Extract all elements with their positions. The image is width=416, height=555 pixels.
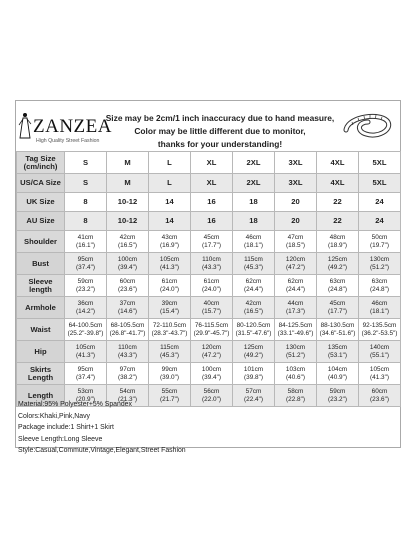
cm-value: 130cm [285, 343, 306, 351]
size-cell: S [65, 152, 107, 174]
table-row [17, 193, 401, 212]
cm-value: 45cm [329, 299, 346, 307]
size-cell [191, 275, 233, 297]
size-cell: 16 [191, 193, 233, 212]
size-cell [317, 319, 359, 341]
size-cell [191, 341, 233, 363]
cm-value: 68-105.5cm [110, 321, 145, 329]
table-row [17, 212, 401, 231]
size-cell: 4XL [317, 174, 359, 193]
cm-value: 140cm [369, 343, 390, 351]
inch-value: (55.1") [370, 351, 389, 359]
size-cell: 18 [233, 193, 275, 212]
cm-value: 125cm [327, 255, 348, 263]
inch-value: (37.4") [76, 373, 95, 381]
size-cell [149, 297, 191, 319]
cm-value: 46cm [371, 299, 388, 307]
cm-value: 104cm [327, 365, 348, 373]
inch-value: (16.5") [244, 307, 263, 315]
cm-value: 125cm [243, 343, 264, 351]
inch-value: (36.2"-53.5") [361, 329, 398, 337]
size-cell [233, 319, 275, 341]
cm-value: 42cm [119, 233, 136, 241]
size-cell: 24 [359, 212, 401, 231]
size-cell [149, 231, 191, 253]
cm-value: 135cm [327, 343, 348, 351]
size-cell [275, 363, 317, 385]
row-label: US/CA Size [17, 174, 65, 193]
size-cell: 5XL [359, 152, 401, 174]
brand-tagline: High Quality Street Fashion [36, 138, 100, 144]
inch-value: (14.2") [76, 307, 95, 315]
size-cell [149, 363, 191, 385]
inch-value: (16.1") [76, 241, 95, 249]
cm-value: 120cm [201, 343, 222, 351]
inch-value: (22.4") [244, 395, 263, 403]
table-row [17, 363, 401, 385]
size-cell: M [107, 152, 149, 174]
size-table [16, 151, 401, 407]
inch-value: (16.5") [118, 241, 137, 249]
inch-value: (29.9"-45.7") [193, 329, 230, 337]
inch-value: (45.3") [160, 351, 179, 359]
size-cell [233, 363, 275, 385]
size-cell: 24 [359, 193, 401, 212]
cm-value: 43cm [161, 233, 178, 241]
cm-value: 59cm [329, 387, 346, 395]
size-cell [65, 319, 107, 341]
cm-value: 36cm [77, 299, 94, 307]
size-cell [149, 341, 191, 363]
info-package: Package include:1 Shirt+1 Skirt [18, 424, 114, 432]
inch-value: (51.2") [370, 263, 389, 271]
inch-value: (49.2") [244, 351, 263, 359]
size-cell [233, 341, 275, 363]
cm-value: 62cm [245, 277, 262, 285]
cm-value: 62cm [287, 277, 304, 285]
inch-value: (18.1") [370, 307, 389, 315]
inch-value: (43.3") [118, 351, 137, 359]
cm-value: 103cm [285, 365, 306, 373]
inch-value: (24.8") [370, 285, 389, 293]
measuring-tape-icon [342, 108, 394, 148]
inch-value: (19.7") [370, 241, 389, 249]
size-cell: 22 [317, 212, 359, 231]
brand-logo [18, 112, 112, 148]
inch-value: (17.3") [286, 307, 305, 315]
size-cell [275, 275, 317, 297]
size-cell: 8 [65, 212, 107, 231]
cm-value: 59cm [77, 277, 94, 285]
cm-value: 50cm [371, 233, 388, 241]
measurement-notice [100, 112, 340, 151]
cm-value: 57cm [245, 387, 262, 395]
size-cell [65, 341, 107, 363]
size-cell: 4XL [317, 152, 359, 174]
brand-name: ZANZEA [33, 116, 112, 137]
size-cell [233, 297, 275, 319]
row-label: Armhole [17, 297, 65, 319]
inch-value: (18.5") [286, 241, 305, 249]
row-label: Sleeve length [17, 275, 65, 297]
inch-value: (40.6") [286, 373, 305, 381]
cm-value: 110cm [118, 343, 137, 351]
table-row [17, 297, 401, 319]
inch-value: (22.8") [286, 395, 305, 403]
inch-value: (39.0") [160, 373, 179, 381]
table-row [17, 319, 401, 341]
size-cell [359, 319, 401, 341]
inch-value: (47.2") [286, 263, 305, 271]
cm-value: 63cm [329, 277, 346, 285]
inch-value: (38.2") [118, 373, 137, 381]
cm-value: 105cm [159, 255, 180, 263]
size-cell: XL [191, 152, 233, 174]
inch-value: (21.3") [118, 395, 137, 403]
table-row [17, 174, 401, 193]
inch-value: (24.4") [286, 285, 305, 293]
size-cell [191, 253, 233, 275]
size-cell: 3XL [275, 174, 317, 193]
cm-value: 115cm [244, 255, 263, 263]
size-cell [359, 363, 401, 385]
inch-value: (31.5"-47.6") [235, 329, 272, 337]
product-info [16, 399, 400, 455]
cm-value: 48cm [329, 233, 346, 241]
cm-value: 46cm [245, 233, 262, 241]
size-cell [317, 253, 359, 275]
row-label: Shoulder [17, 231, 65, 253]
size-cell [275, 253, 317, 275]
inch-value: (37.4") [76, 263, 95, 271]
row-label: UK Size [17, 193, 65, 212]
info-sleeve: Sleeve Length:Long Sleeve [18, 435, 103, 443]
inch-value: (25.2"-39.8") [67, 329, 104, 337]
inch-value: (51.2") [286, 351, 305, 359]
size-cell: 22 [317, 193, 359, 212]
size-cell [275, 297, 317, 319]
cm-value: 58cm [287, 387, 304, 395]
size-cell: 18 [233, 212, 275, 231]
inch-value: (18.9") [328, 241, 347, 249]
table-row [17, 341, 401, 363]
cm-value: 37cm [119, 299, 136, 307]
cm-value: 60cm [371, 387, 388, 395]
size-cell: 16 [191, 212, 233, 231]
cm-value: 41cm [77, 233, 94, 241]
size-cell [149, 275, 191, 297]
inch-value: (49.2") [328, 263, 347, 271]
inch-value: (33.1"-49.6") [277, 329, 314, 337]
table-row [17, 152, 401, 174]
inch-value: (17.7") [328, 307, 347, 315]
cm-value: 95cm [77, 255, 94, 263]
cm-value: 92-135.5cm [362, 321, 397, 329]
size-cell: 10-12 [107, 193, 149, 212]
cm-value: 100cm [201, 365, 222, 373]
size-cell: M [107, 174, 149, 193]
size-cell [149, 319, 191, 341]
size-cell [191, 297, 233, 319]
cm-value: 110cm [202, 255, 221, 263]
cm-value: 105cm [369, 365, 390, 373]
size-cell: 20 [275, 212, 317, 231]
size-cell [65, 363, 107, 385]
cm-value: 55cm [161, 387, 178, 395]
size-cell [317, 231, 359, 253]
size-cell [65, 275, 107, 297]
row-label: AU Size [17, 212, 65, 231]
inch-value: (39.8") [244, 373, 263, 381]
cm-value: 97cm [119, 365, 136, 373]
cm-value: 53cm [77, 387, 94, 395]
size-cell [275, 341, 317, 363]
size-cell: 8 [65, 193, 107, 212]
cm-value: 54cm [119, 387, 136, 395]
inch-value: (26.8"-41.7") [109, 329, 146, 337]
size-cell [107, 275, 149, 297]
size-cell [275, 319, 317, 341]
size-cell [107, 363, 149, 385]
table-row [17, 253, 401, 275]
inch-value: (23.2") [328, 395, 347, 403]
row-label: Tag Size (cm/inch) [17, 152, 65, 174]
size-cell [233, 231, 275, 253]
size-cell [191, 231, 233, 253]
table-row [17, 275, 401, 297]
row-label: Waist [17, 319, 65, 341]
size-cell [317, 275, 359, 297]
cm-value: 100cm [117, 255, 138, 263]
inch-value: (18.1") [244, 241, 263, 249]
cm-value: 61cm [161, 277, 178, 285]
size-cell [233, 253, 275, 275]
size-cell [191, 363, 233, 385]
size-cell: S [65, 174, 107, 193]
cm-value: 40cm [203, 299, 220, 307]
inch-value: (21.7") [160, 395, 179, 403]
cm-value: 56cm [203, 387, 220, 395]
cm-value: 42cm [245, 299, 262, 307]
notice-line: thanks for your understanding! [157, 139, 283, 149]
inch-value: (47.2") [202, 351, 221, 359]
inch-value: (41.3") [370, 373, 389, 381]
cm-value: 72-110.5cm [152, 321, 187, 329]
cm-value: 45cm [203, 233, 220, 241]
cm-value: 101cm [243, 365, 264, 373]
inch-value: (39.4") [118, 263, 137, 271]
cm-value: 120cm [285, 255, 306, 263]
info-material: Material:95% Polyester+5% Spandex [18, 401, 132, 408]
size-cell: 5XL [359, 174, 401, 193]
inch-value: (16.9") [160, 241, 179, 249]
inch-value: (53.1") [328, 351, 347, 359]
row-label: Length [17, 385, 65, 407]
info-style: Style:Casual,Commute,Vintage,Elegant,Street Fashion [18, 447, 186, 455]
cm-value: 105cm [75, 343, 96, 351]
size-cell: 10-12 [107, 212, 149, 231]
cm-value: 61cm [203, 277, 220, 285]
inch-value: (24.0") [160, 285, 179, 293]
size-cell [359, 275, 401, 297]
row-label: Bust [17, 253, 65, 275]
size-cell [149, 253, 191, 275]
inch-value: (43.3") [202, 263, 221, 271]
cm-value: 115cm [160, 343, 179, 351]
size-cell: 14 [149, 193, 191, 212]
size-cell [233, 275, 275, 297]
size-cell [317, 297, 359, 319]
inch-value: (41.3") [160, 263, 179, 271]
inch-value: (24.4") [244, 285, 263, 293]
size-cell: L [149, 152, 191, 174]
cm-value: 60cm [119, 277, 136, 285]
cm-value: 84-125.5cm [278, 321, 313, 329]
size-cell: 2XL [233, 152, 275, 174]
cm-value: 47cm [287, 233, 304, 241]
fashion-figure-icon [18, 112, 32, 140]
cm-value: 39cm [161, 299, 178, 307]
inch-value: (45.3") [244, 263, 263, 271]
size-cell: 14 [149, 212, 191, 231]
notice-line: Color may be little different due to monitor, [134, 126, 306, 136]
inch-value: (24.0") [202, 285, 221, 293]
size-cell: 2XL [233, 174, 275, 193]
inch-value: (34.6"-51.6") [319, 329, 356, 337]
size-cell [359, 231, 401, 253]
cm-value: 80-120.5cm [236, 321, 271, 329]
size-cell: XL [191, 174, 233, 193]
size-cell [317, 341, 359, 363]
cm-value: 99cm [161, 365, 178, 373]
size-cell [107, 253, 149, 275]
cm-value: 63cm [371, 277, 388, 285]
inch-value: (28.3"-43.7") [151, 329, 188, 337]
inch-value: (17.7") [202, 241, 221, 249]
size-cell [65, 231, 107, 253]
inch-value: (40.9") [328, 373, 347, 381]
size-cell: L [149, 174, 191, 193]
inch-value: (20.9") [76, 395, 95, 403]
inch-value: (23.2") [76, 285, 95, 293]
cm-value: 130cm [369, 255, 390, 263]
size-cell [107, 297, 149, 319]
inch-value: (23.6") [118, 285, 137, 293]
inch-value: (24.8") [328, 285, 347, 293]
size-cell [107, 231, 149, 253]
size-cell [65, 253, 107, 275]
size-cell [107, 341, 149, 363]
size-cell [359, 253, 401, 275]
size-cell [65, 297, 107, 319]
inch-value: (15.7") [202, 307, 221, 315]
size-cell [317, 363, 359, 385]
inch-value: (41.3") [76, 351, 95, 359]
inch-value: (39.4") [202, 373, 221, 381]
size-cell: 20 [275, 193, 317, 212]
size-cell [107, 319, 149, 341]
size-cell: 3XL [275, 152, 317, 174]
inch-value: (14.6") [118, 307, 137, 315]
size-cell [359, 297, 401, 319]
inch-value: (15.4") [160, 307, 179, 315]
info-colors: Colors:Khaki,Pink,Navy [18, 412, 90, 420]
row-label: Skirts Length [17, 363, 65, 385]
size-cell [359, 341, 401, 363]
inch-value: (23.6") [370, 395, 389, 403]
inch-value: (22.0") [202, 395, 221, 403]
cm-value: 64-100.5cm [68, 321, 103, 329]
cm-value: 88-130.5cm [320, 321, 355, 329]
row-label: Hip [17, 341, 65, 363]
table-row [17, 231, 401, 253]
cm-value: 76-115.5cm [194, 321, 229, 329]
size-cell [191, 319, 233, 341]
cm-value: 95cm [77, 365, 94, 373]
notice-line: Size may be 2cm/1 inch inaccuracy due to hand measure, [105, 113, 335, 123]
size-cell [275, 231, 317, 253]
cm-value: 44cm [287, 299, 304, 307]
